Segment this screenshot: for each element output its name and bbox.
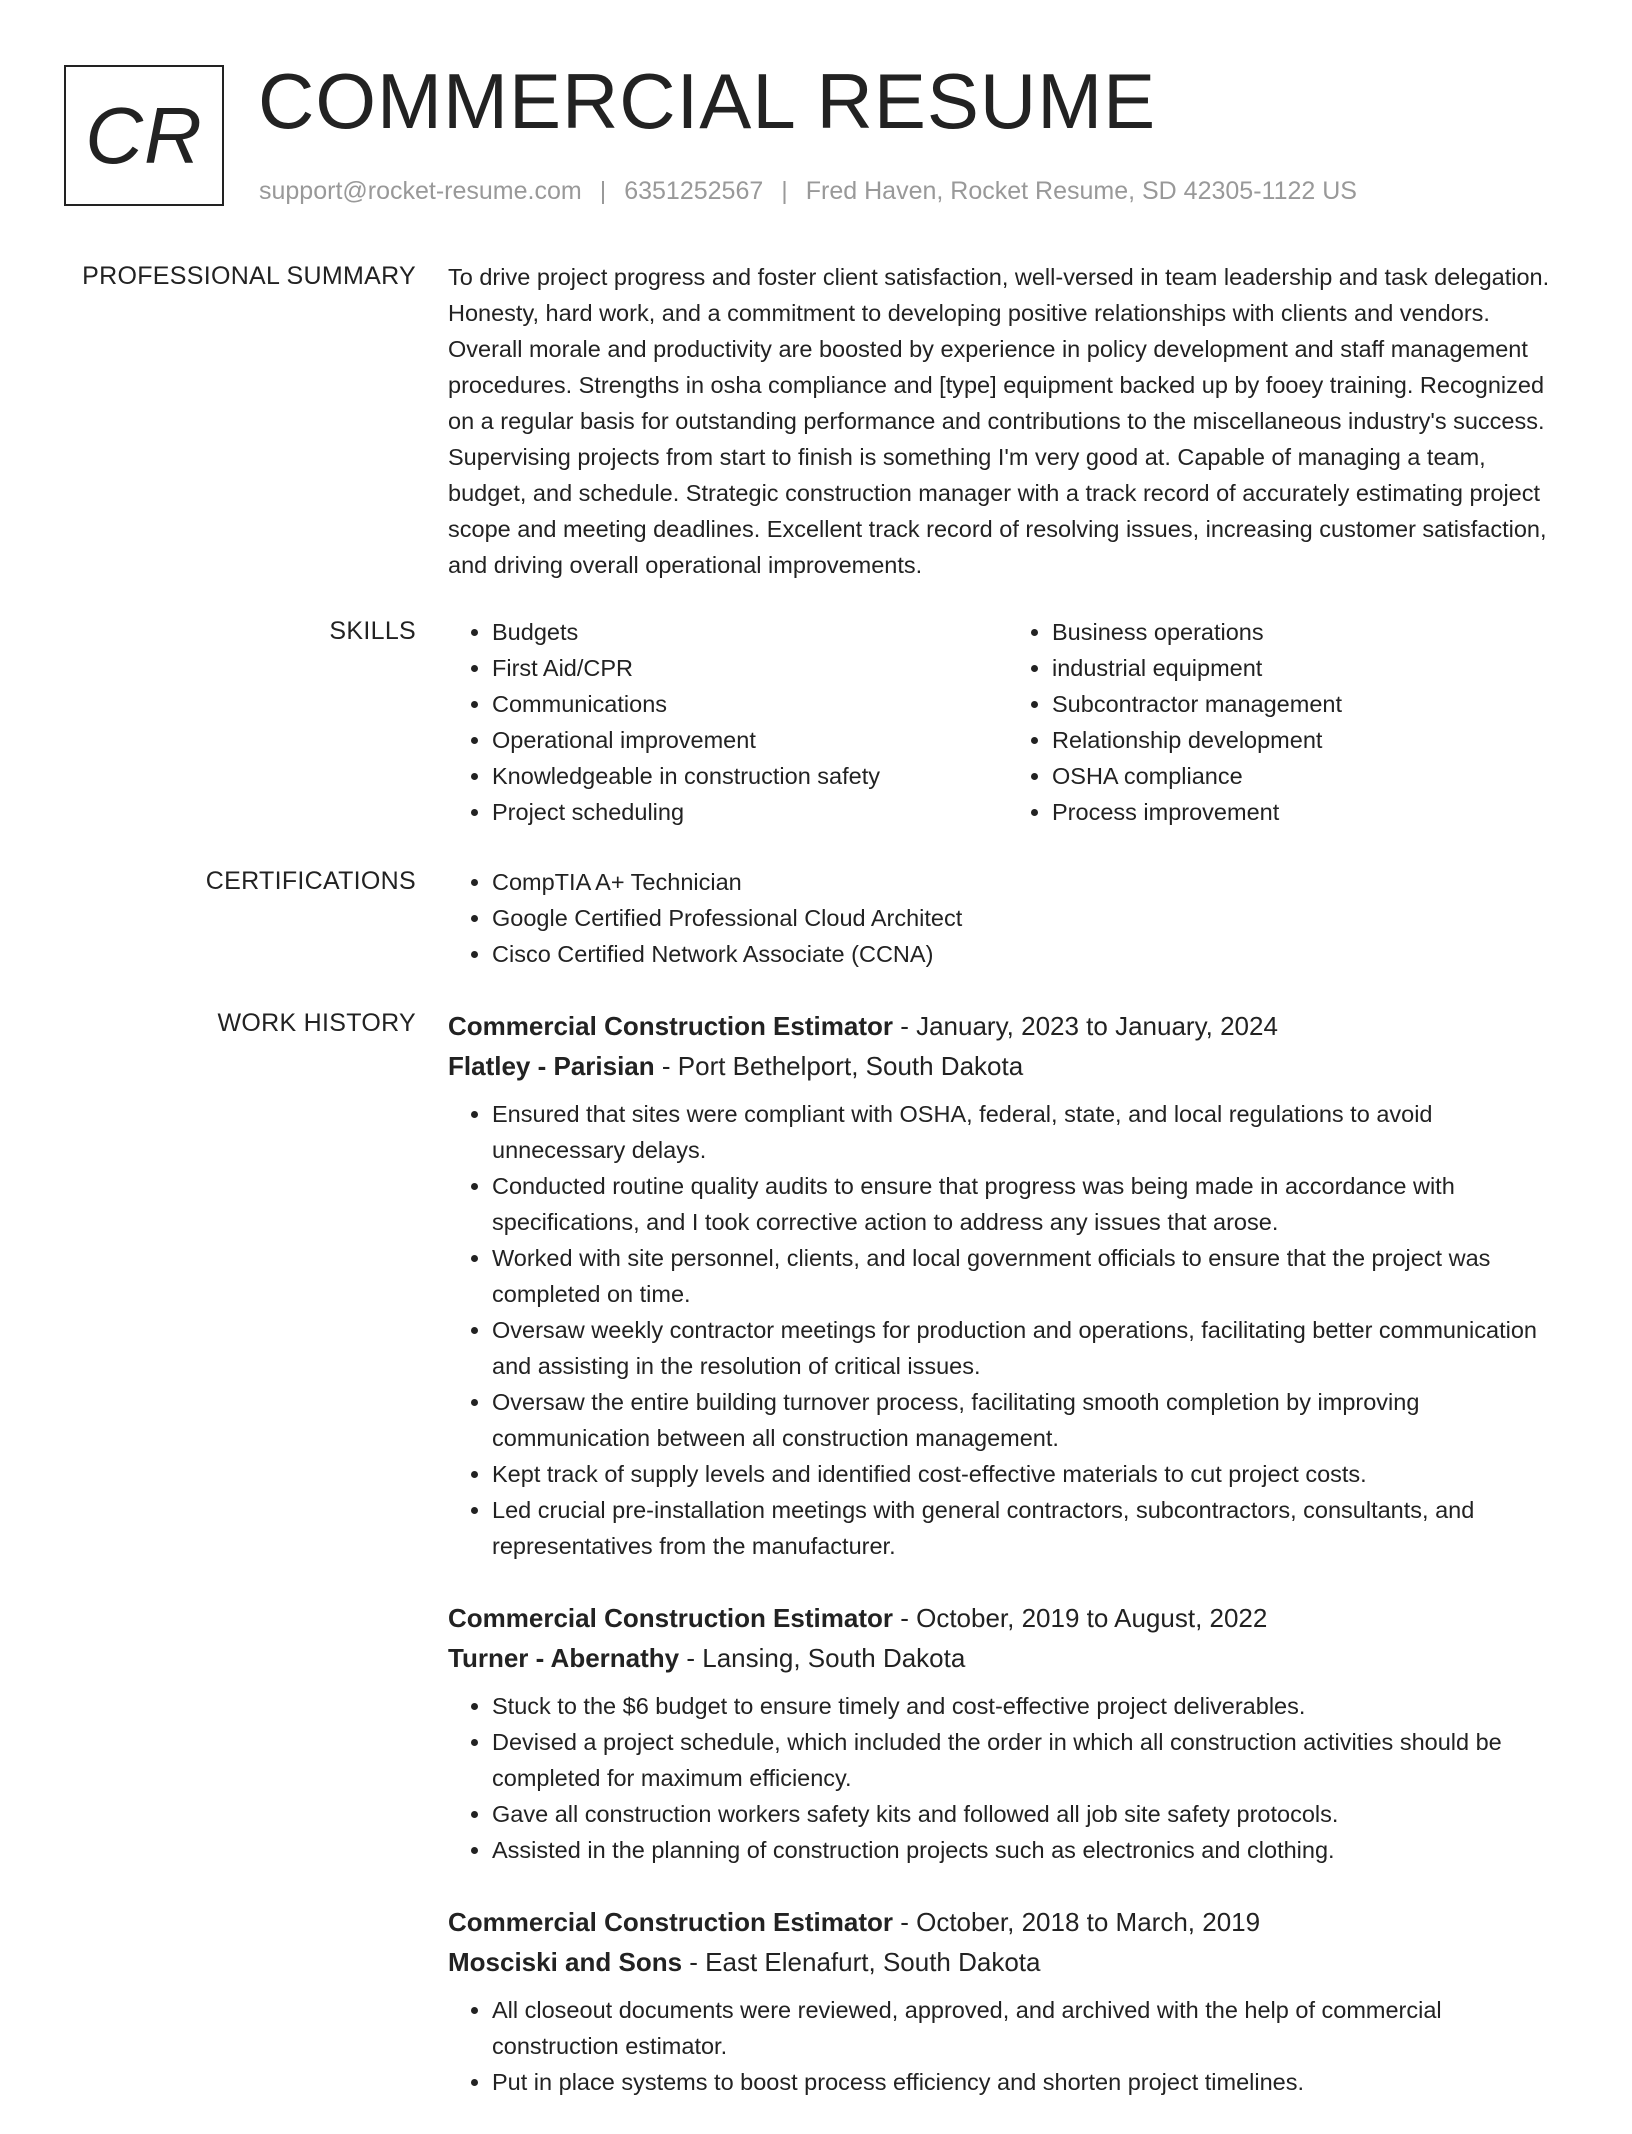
job-entry bbox=[448, 1902, 1568, 2100]
job-bullet: • Devised a project schedule, which included the order in which all construction activities should be completed for maximum efficiency. bbox=[492, 1724, 1568, 1796]
skill-item: • Business operations bbox=[1052, 614, 1568, 650]
summary-heading: PROFESSIONAL SUMMARY bbox=[82, 262, 416, 290]
job-bullets bbox=[448, 1688, 1568, 1868]
job-bullet: • Stuck to the $6 budget to ensure timely and cost-effective project deliverables. bbox=[492, 1688, 1568, 1724]
contact-line bbox=[259, 175, 1357, 207]
job-bullet: • Oversaw weekly contractor meetings for production and operations, facilitating better communication and assisting in the resolution of critical issues. bbox=[492, 1312, 1568, 1384]
contact-phone: 6351252567 bbox=[624, 177, 764, 205]
certification-item: • CompTIA A+ Technician bbox=[492, 864, 1568, 900]
skills-heading: SKILLS bbox=[329, 617, 416, 645]
skill-item: • Knowledgeable in construction safety bbox=[492, 758, 1008, 794]
job-title: Commercial Construction Estimator bbox=[448, 1011, 893, 1041]
job-company-line bbox=[448, 1942, 1568, 1982]
job-company-line bbox=[448, 1046, 1568, 1086]
certification-item: • Google Certified Professional Cloud Architect bbox=[492, 900, 1568, 936]
monogram-initials: CR bbox=[64, 65, 224, 206]
job-title-line bbox=[448, 1598, 1568, 1638]
summary-text: To drive project progress and foster client satisfaction, well-versed in team leadership and task delegation. Honesty, hard work, and a commitment to developing positive relationships with clients and vendors. Overall morale and productivity are boosted by experience in policy development and staff management procedures. Strengths in osha compliance and [type] equipment backed up by fooey training. Recognized on a regular basis for outstanding performance and contributions to the miscellaneous industry's success. Supervising projects from start to finish is something I'm very good at. Capable of managing a team, budget, and schedule. Strategic construction manager with a track record of accurately estimating project scope and meeting deadlines. Excellent track record of resolving issues, increasing customer satisfaction, and driving overall operational improvements. bbox=[448, 264, 1550, 578]
skill-item: • Subcontractor management bbox=[1052, 686, 1568, 722]
skills-list-right bbox=[1008, 614, 1568, 830]
contact-separator: | bbox=[599, 177, 607, 205]
contact-address: Fred Haven, Rocket Resume, SD 42305-1122 US bbox=[805, 177, 1357, 205]
job-location: - East Elenafurt, South Dakota bbox=[682, 1947, 1041, 1977]
contact-email: support@rocket-resume.com bbox=[259, 177, 582, 205]
job-entry bbox=[448, 1598, 1568, 1868]
resume-name: COMMERCIAL RESUME bbox=[258, 57, 1157, 145]
job-bullet: • Led crucial pre-installation meetings with general contractors, subcontractors, consultants, and representatives from the manufacturer. bbox=[492, 1492, 1568, 1564]
contact-separator: | bbox=[781, 177, 788, 205]
job-bullet: • Conducted routine quality audits to ensure that progress was being made in accordance with specifications, and I took corrective action to address any issues that arose. bbox=[492, 1168, 1568, 1240]
job-bullets bbox=[448, 1096, 1568, 1564]
skill-item: • Process improvement bbox=[1052, 794, 1568, 830]
certification-item: • Cisco Certified Network Associate (CCNA) bbox=[492, 936, 1568, 972]
skill-item: • OSHA compliance bbox=[1052, 758, 1568, 794]
job-bullet: • Kept track of supply levels and identified cost-effective materials to cut project costs. bbox=[492, 1456, 1568, 1492]
skills-list-left bbox=[448, 614, 1008, 830]
job-title-line bbox=[448, 1902, 1568, 1942]
job-company: Turner - Abernathy bbox=[448, 1643, 680, 1673]
work-history-heading: WORK HISTORY bbox=[217, 1009, 416, 1037]
job-title: Commercial Construction Estimator bbox=[448, 1907, 893, 1937]
job-bullet: • Assisted in the planning of construction projects such as electronics and clothing. bbox=[492, 1832, 1568, 1868]
job-dates: - October, 2019 to August, 2022 bbox=[892, 1603, 1268, 1633]
job-title-line bbox=[448, 1006, 1568, 1046]
job-location: - Port Bethelport, South Dakota bbox=[654, 1051, 1024, 1081]
certifications-heading: CERTIFICATIONS bbox=[205, 867, 416, 895]
job-dates: - January, 2023 to January, 2024 bbox=[892, 1011, 1278, 1041]
job-bullet: • Oversaw the entire building turnover process, facilitating smooth completion by improving communication between all construction management. bbox=[492, 1384, 1568, 1456]
certifications-list bbox=[448, 864, 1568, 972]
skill-item: • industrial equipment bbox=[1052, 650, 1568, 686]
job-company: Flatley - Parisian bbox=[448, 1051, 655, 1081]
job-title: Commercial Construction Estimator bbox=[448, 1603, 893, 1633]
job-company: Mosciski and Sons bbox=[448, 1947, 683, 1977]
skill-item: • Operational improvement bbox=[492, 722, 1008, 758]
job-location: - Lansing, South Dakota bbox=[679, 1643, 966, 1673]
job-bullet: • Ensured that sites were compliant with OSHA, federal, state, and local regulations to avoid unnecessary delays. bbox=[492, 1096, 1568, 1168]
job-company-line bbox=[448, 1638, 1568, 1678]
skill-item: • First Aid/CPR bbox=[492, 650, 1008, 686]
skill-item: • Project scheduling bbox=[492, 794, 1008, 830]
job-bullet: • All closeout documents were reviewed, approved, and archived with the help of commercial construction estimator. bbox=[492, 1992, 1568, 2064]
job-bullet: • Worked with site personnel, clients, and local government officials to ensure that the project was completed on time. bbox=[492, 1240, 1568, 1312]
job-dates: - October, 2018 to March, 2019 bbox=[892, 1907, 1261, 1937]
skill-item: • Communications bbox=[492, 686, 1008, 722]
job-entry bbox=[448, 1006, 1568, 1564]
job-bullets bbox=[448, 1992, 1568, 2100]
skill-item: • Relationship development bbox=[1052, 722, 1568, 758]
job-bullet: • Gave all construction workers safety kits and followed all job site safety protocols. bbox=[492, 1796, 1568, 1832]
skill-item: • Budgets bbox=[492, 614, 1008, 650]
job-bullet: • Put in place systems to boost process efficiency and shorten project timelines. bbox=[492, 2064, 1568, 2100]
